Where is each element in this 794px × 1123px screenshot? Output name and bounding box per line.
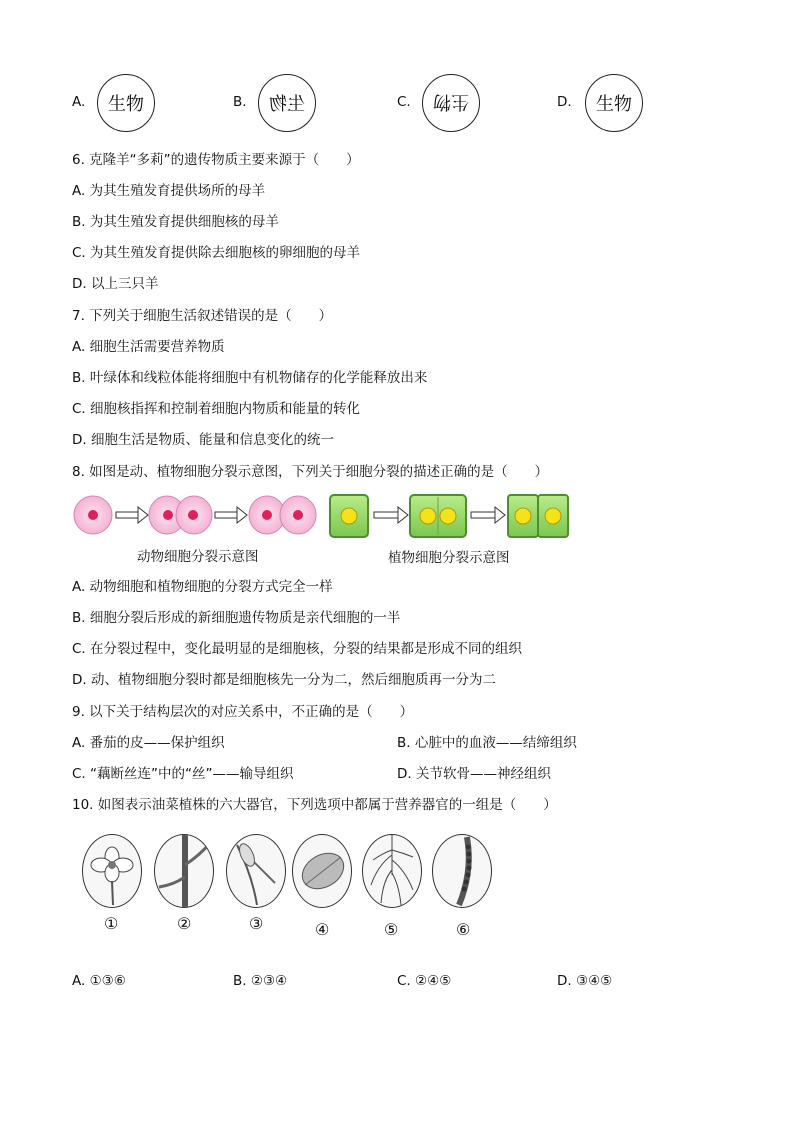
plant-cell-stage-2: [410, 495, 466, 537]
q6-option-c: C. 为其生殖发育提供除去细胞核的卵细胞的母羊: [72, 245, 361, 261]
q10-option-b: B. ②③④: [233, 973, 288, 989]
q10-option-d: D. ③④⑤: [557, 973, 613, 989]
q5-option-b-letter: B.: [233, 94, 247, 110]
q8-option-c: C. 在分裂过程中，变化最明显的是细胞核，分裂的结果都是形成不同的组织: [72, 641, 523, 657]
q5-option-c-lens: [422, 74, 480, 132]
organ-label-1: ①: [104, 914, 119, 933]
q7-option-d: D. 细胞生活是物质、能量和信息变化的统一: [72, 432, 334, 448]
animal-cell-stage-3: [249, 496, 316, 534]
plant-cell-stage-3: [508, 495, 568, 537]
organ-label-4: ④: [315, 920, 330, 939]
q10-stem: 10. 如图表示油菜植株的六大器官，下列选项中都属于营养器官的一组是（ ）: [72, 797, 557, 813]
q9-option-d: D. 关节软骨——神经组织: [397, 766, 551, 782]
animal-cell-stage-1: [74, 496, 112, 534]
q8-stem: 8. 如图是动、植物细胞分裂示意图，下列关于细胞分裂的描述正确的是（ ）: [72, 464, 549, 480]
q7-option-c: C. 细胞核指挥和控制着细胞内物质和能量的转化: [72, 401, 361, 417]
q7-option-b: B. 叶绿体和线粒体能将细胞中有机物储存的化学能释放出来: [72, 370, 428, 386]
organ-root-image: [362, 834, 422, 908]
q5-option-b-text: 生物: [269, 94, 305, 115]
plant-division-caption: 植物细胞分裂示意图: [388, 550, 510, 566]
organ-label-5: ⑤: [384, 920, 399, 939]
q8-option-a: A. 动物细胞和植物细胞的分裂方式完全一样: [72, 579, 333, 595]
organ-flower-image: [82, 834, 142, 908]
organ-seed-pod-image: [432, 834, 492, 908]
arrow-icon: [471, 507, 505, 523]
q5-option-a-letter: A.: [72, 94, 86, 110]
arrow-icon: [116, 507, 148, 523]
q5-option-c-text: 生物: [433, 91, 469, 112]
q5-option-d-lens: [585, 74, 643, 132]
organ-leaf-image: [292, 834, 352, 908]
q10-option-a: A. ①③⑥: [72, 973, 126, 989]
animal-division-caption: 动物细胞分裂示意图: [137, 549, 259, 565]
q6-option-d: D. 以上三只羊: [72, 276, 159, 292]
organ-label-6: ⑥: [456, 920, 471, 939]
q5-option-c-letter: C.: [397, 94, 411, 110]
q10-option-c: C. ②④⑤: [397, 973, 452, 989]
q8-option-b: B. 细胞分裂后形成的新细胞遗传物质是亲代细胞的一半: [72, 610, 401, 626]
q5-option-a-text: 生物: [108, 94, 144, 115]
organ-stem-image: [154, 834, 214, 908]
q6-stem: 6. 克隆羊“多莉”的遗传物质主要来源于（ ）: [72, 152, 360, 168]
q7-option-a: A. 细胞生活需要营养物质: [72, 339, 225, 355]
cell-division-figure: [72, 492, 572, 542]
q8-option-d: D. 动、植物细胞分裂时都是细胞核先一分为二，然后细胞质再一分为二: [72, 672, 496, 688]
q6-option-a: A. 为其生殖发育提供场所的母羊: [72, 183, 266, 199]
organ-fruit-stalk-image: [226, 834, 286, 908]
q5-option-d-letter: D.: [557, 94, 572, 110]
q6-option-b: B. 为其生殖发育提供细胞核的母羊: [72, 214, 279, 230]
q5-option-d-text: 生物: [596, 94, 632, 115]
q9-option-a: A. 番茄的皮——保护组织: [72, 735, 225, 751]
q9-option-b: B. 心脏中的血液——结缔组织: [397, 735, 577, 751]
arrow-icon: [374, 507, 408, 523]
plant-cell-stage-1: [330, 495, 368, 537]
arrow-icon: [215, 507, 247, 523]
q7-stem: 7. 下列关于细胞生活叙述错误的是（ ）: [72, 308, 333, 324]
q9-option-c: C. “藕断丝连”中的“丝”——输导组织: [72, 766, 294, 782]
q9-stem: 9. 以下关于结构层次的对应关系中，不正确的是（ ）: [72, 704, 414, 720]
q5-option-b-lens: [258, 74, 316, 132]
organ-label-3: ③: [249, 914, 264, 933]
q5-option-a-lens: [97, 74, 155, 132]
animal-cell-stage-2: [149, 496, 212, 534]
organ-label-2: ②: [177, 914, 192, 933]
